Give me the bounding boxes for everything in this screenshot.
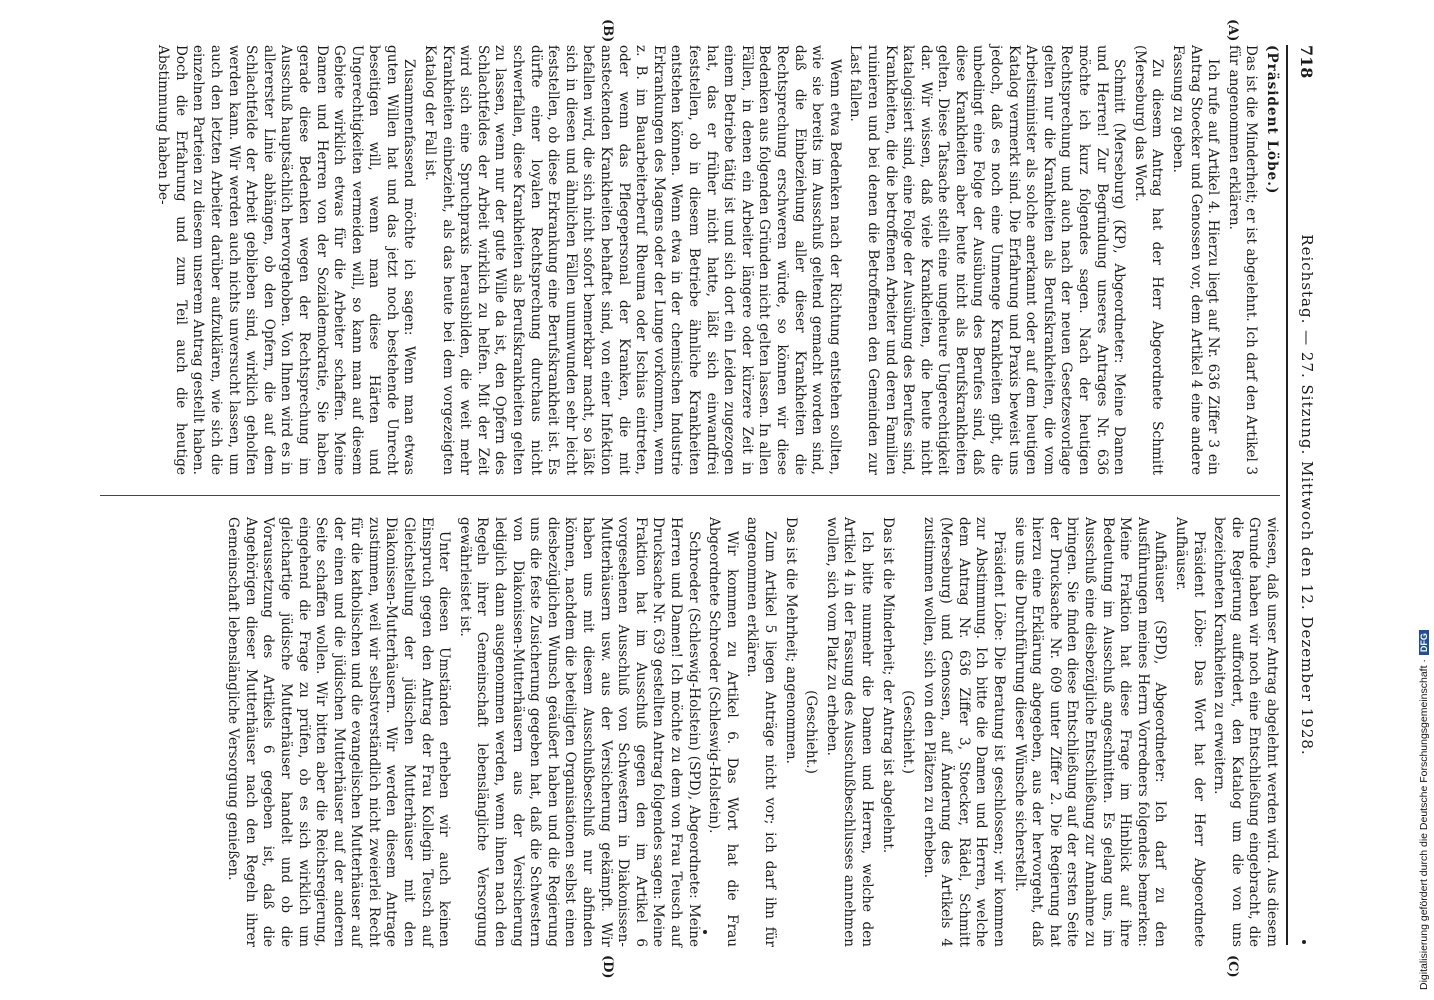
stage-direction: (Geschieht.) (803, 690, 820, 774)
paragraph: Wenn etwa Bedenken nach der Richtung entstehen sollten, wie sie bereits im Ausschuß geltend gemacht worden sind, daß die Einbeziehung aller dieser Krankheiten die Rechtsprechung erschweren würde, so können wir diese Bedenken aus folgenden Gründen nicht gelten lassen. In allen Fällen, in denen ein Arbeiter längere oder kürzere Zeit in einem Betriebe tätig ist und sich dort ein Leiden zugezogen hat, das er früher nicht hatte, läßt sich einwandfrei feststellen, ob in diesem Betriebe ähnliche Krankheiten entstehen können. Wenn etwa in der chemischen Industrie Erkrankungen des Magens oder der Lunge vorkommen, wenn z. B. im Bauarbeiterberuf Rheuma oder Ischias eintreten, oder wenn das Pflegepersonal der Kranken, die mit ansteckenden Krankheiten behaftet sind, von einer Infektion befallen wird, die sich nicht sofort bemerkbar macht, so läßt sich in diesen und ähnlichen Fällen unumwunden sehr leicht feststellen, ob diese Erkrankung eine Berufskrankheit ist. Es dürfte einer loyalen Rechtsprechung durchaus nicht schwerfallen, diese Krankheiten als Berufskrankheiten gelten zu lassen, wenn nur der gute Wille da ist, den Opfern des Schlachtfeldes der Arbeit wirklich zu helfen. Mit der Zeit wird sich eine Spruchpraxis herausbilden, die weit mehr Krankheiten einbezieht, als das heute bei dem vorgezeigten Katalog der Fall ist. (422, 45, 843, 475)
paragraph: Schmitt (Merseburg) (KP), Abgeordneter: Meine Damen und Herren! Zur Begründung unseres Antrages Nr. 636 möchte ich kurz folgendes sagen. Nach der heutigen Rechtsprechung und auch nach der neuen Gesetzesvorlage gelten nur die Krankheiten als Berufskrankheiten, die vom Arbeitsminister als solche anerkannt oder auf dem heutigen Katalog vermerkt sind. Die Erfahrung und Praxis beweist uns jedoch, daß es noch eine Unmenge Krankheiten gibt, die unbedingt eine Folge der Ausübung des Berufes sind, daß diese Krankheiten aber heute nicht als Berufskrankheiten gelten. Diese Tatsache stellt eine ungeheure Ungerechtigkeit dar. Wir wissen, daß viele Krankheiten, die heute nicht katalogisiert sind, eine Folge der Ausübung des Berufes sind, Krankheiten, die die betroffenen Arbeiter und deren Familien ruinieren und bei denen die Betroffenen den Gemeinden zur Last fallen. (847, 45, 1128, 475)
dfg-logo: DFG (1419, 630, 1429, 655)
margin-mark-d: (D) (600, 955, 615, 979)
paragraph: Ich rufe auf Artikel 4. Hierzu liegt auf Nr. 636 Ziffer 3 ein Antrag Stoecker und Genossen vor, dem Artikel 4 eine andere Fassung zu geben. (1170, 45, 1222, 475)
page-header (1290, 45, 1320, 945)
paragraph: Wir kommen zu Artikel 6. Das Wort hat die Frau Abgeordnete Schroeder (Schleswig-Holstein). (706, 517, 740, 947)
header-title: Reichstag. — 27. Sitzung. Mittwoch den 12. Dezember 1928. (1298, 234, 1316, 756)
paragraph: Schroeder (Schleswig-Holstein) (SPD), Abgeordnete: Meine Herren und Damen! Ich möchte zu dem von Frau Teusch auf Drucksache Nr. 639 gestellten Antrag folgendes sagen: Meine Fraktion hat im Ausschuß gegen den im Artikel 6 vorgesehenen Ausschluß von Schwestern in Diakonissen-Mutterhäusern usw. aus der Versicherung gekämpft. Wir haben uns mit diesem Ausschußbeschluß nur abfinden können, nachdem die beteiligten Organisationen selbst einen diesbezüglichen Wunsch geäußert haben und die Regierung uns die feste Zusicherung gegeben hat, daß die Schwestern von Diakonissen-Mutterhäusern aus der Versicherung lediglich dann ausgenommen werden, wenn ihnen nach den Regeln ihrer Gemeinschaft lebenslängliche Versorgung gewährleistet ist. (456, 517, 702, 947)
header-rule (1286, 45, 1288, 945)
column-divider (100, 495, 1280, 496)
paragraph: Präsident Löbe: Das Wort hat der Herr Abgeordnete Aufhäuser. (1173, 517, 1207, 947)
left-column (151, 45, 1280, 475)
paragraph: Zusammenfassend möchte ich sagen: Wenn man etwas guten Willen hat und das jetzt noch bestehende Unrecht beseitigen will, wenn man diese Härten und Ungerechtigkeiten vermeiden will, so kann man auf diesem Gebiete wirklich etwas für die Arbeiter schaffen. Meine Damen und Herren von der Sozialdemokratie, Sie haben gerade diese Bedenken wegen der Rechtsprechung im Ausschuß hauptsächlich hervorgehoben. Von Ihnen wird es in allererster Linie abhängen, ob den Opfern, die auf dem Schlachtfelde der Arbeit geblieben sind, wirklich geholfen werden kann. Wir werden auch nichts unversucht lassen, um auch den letzten Arbeiter darüber aufzuklären, wie sich die einzelnen Parteien zu diesem unserem Antrag gestellt haben. Doch die Erfahrung und zum Teil auch die heutige Abstimmung haben be- (155, 45, 418, 475)
paragraph: Das ist die Minderheit; er ist abgelehnt. Ich darf den Artikel 3 für angenommen erklären. (1225, 45, 1260, 475)
scan-speck (1302, 940, 1306, 944)
paragraph: Zum Artikel 5 liegen Anträge nicht vor; ich darf ihn für angenommen erklären. (744, 517, 778, 947)
speaker-line: (Präsident Löbe.) (1264, 45, 1280, 195)
margin-mark-b: (B) (600, 19, 615, 43)
scan-speck (703, 930, 707, 934)
paragraph: wiesen, daß unser Antrag abgelehnt werden wird. Aus diesem Grunde haben wir noch eine Entschließung eingebracht, die die Regierung auffordert, den Katalog um die von uns bezeichneten Krankheiten zu erweitern. (1211, 517, 1280, 947)
document-page (80, 19, 1320, 979)
paragraph: Zu diesem Antrag hat der Herr Abgeordnete Schmitt (Merseburg) das Wort. (1131, 45, 1166, 475)
margin-mark-a: (A) (1225, 19, 1240, 42)
paragraph: Das ist die Minderheit; der Antrag ist abgelehnt. (879, 517, 896, 854)
paragraph: Das ist die Mehrheit; angenommen. (782, 517, 799, 764)
paragraph: Ich bitte nunmehr die Damen und Herren, welche den Artikel 4 in der Fassung des Ausschußbeschlusses annehmen wollen, sich vom Platz zu erheben. (823, 517, 875, 947)
stage-direction: (Geschieht.) (900, 690, 917, 774)
margin-mark-c: (C) (1225, 955, 1240, 978)
page-number: 718 (1297, 45, 1316, 79)
paragraph: Unter diesen Umständen erheben wir auch keinen Einspruch gegen den Antrag der Frau Kollegin Teusch auf Gleichstellung der jüdischen Mutterhäuser mit den Diakonissen-Mutterhäusern. Wir werden diesem Antrage zustimmen, weil wir selbstverständlich nicht zweierlei Recht für die katholischen und die evangelischen Mutterhäuser auf der einen und die jüdischen Mutterhäuser auf der anderen Seite schaffen wollen. Wir bitten aber die Reichsregierung, eingehend die Frage zu prüfen, ob es sich wirklich um gleichartige jüdische Mutterhäuser handelt und ob die Voraussetzung des Artikels 6 gegeben ist, daß die Angehörigen dieser Mutterhäuser nach den Regeln ihrer Gemeinschaft lebenslängliche Versorgung genießen. (225, 517, 453, 947)
right-column (221, 517, 1280, 947)
paragraph: Aufhäuser (SPD), Abgeordneter: Ich darf zu den Ausführungen meines Herrn Vorredners folgendes bemerken: Meine Fraktion hat diese Frage im Hinblick auf ihre Bedeutung im Ausschuß angeschnitten. Es gelang uns, im Ausschuß eine diesbezügliche Entschließung zur Annahme zu bringen. Sie finden diese Entschließung auf der ersten Seite der Drucksache Nr. 609 unter Ziffer 2. Die Regierung hat hierzu eine Erklärung abgegeben, aus der hervorgeht, daß sie uns die Durchführung dieser Wünsche sicherstellt. (1011, 517, 1169, 947)
digitization-credit (1418, 630, 1430, 990)
paragraph: Präsident Löbe: Die Beratung ist geschlossen; wir kommen zur Abstimmung. Ich bitte die Damen und Herren, welche dem Antrag Nr. 636 Ziffer 3, Stoecker, Rädel, Schmitt (Merseburg) und Genossen, auf Änderung des Artikels 4 zustimmen wollen, sich von den Plätzen zu erheben. (920, 517, 1008, 947)
digitization-credit-text: Digitalisierung gefördert durch die Deutsche Forschungsgemeinschaft · (1418, 659, 1430, 990)
